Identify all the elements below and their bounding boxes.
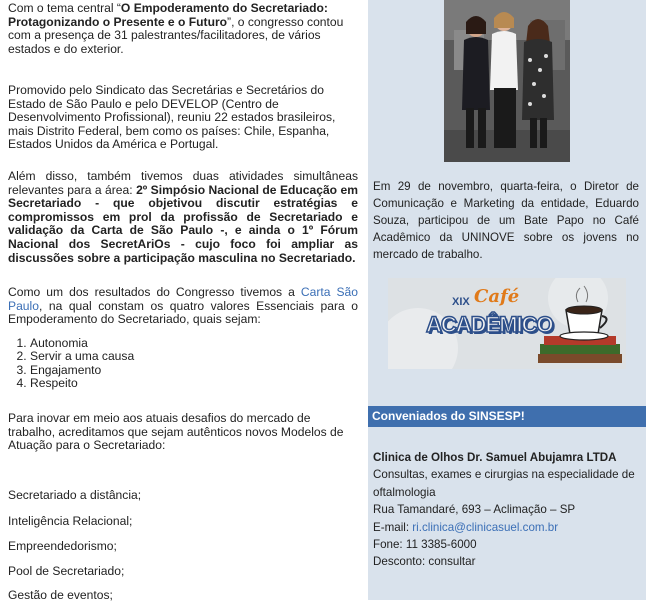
clinic-description: Consultas, exames e cirurgias na especialidade de oftalmologia [373,468,635,499]
model-item: Secretariado a distância; [8,488,142,502]
intro-paragraph [8,2,358,56]
partner-card [373,449,643,571]
list-item: 1. Autonomia [30,337,134,350]
results-text: Como um dos resultados do Congresso tivemos a [8,285,301,299]
model-item: Pool de Secretariado; [8,564,125,578]
promotion-paragraph: Promovido pelo Sindicato das Secretárias e Secretários do Estado de São Paulo e pelo DEVELOP (Centro de Desenvolvimento Profissional), reuniu 22 estados brasileiros, mais Distrito Federal, bem como os países: Chile, Espanha, Estados Unidos da América e Portugal. [8,83,336,152]
banner-cafe: Café [474,286,520,307]
banner-academico: ACADÊMICO [426,312,553,337]
news-paragraph: Em 29 de novembro, quarta-feira, o Diretor de Comunicação e Marketing da entidade, Eduardo Souza, participou de um Bate Papo no Café Acadêmico da UNINOVE sobre os jovens no mercado de trabalho. [373,180,639,261]
results-text-end: , na qual constam os quatro valores Essenciais para o Empoderamento do Secretariado, quais sejam: [8,298,358,327]
intro-text: Com o tema central “ [8,1,121,15]
clinic-name: Clinica de Olhos Dr. Samuel Abujamra LTDA [373,451,617,464]
list-item: 3. Engajamento [30,364,134,377]
values-list [8,337,134,391]
activities-text: Além disso, também tivemos duas atividades simultâneas relevantes para a área: [8,169,358,197]
photo-illustration [444,0,570,162]
list-item: 4. Respeito [30,377,134,390]
banner-xix: XIX [452,296,470,308]
activities-paragraph [8,170,358,265]
innovation-paragraph: Para inovar em meio aos atuais desafios do mercado de trabalho, acreditamos que sejam autênticos novos Modelos de Atuação para o Secretariado: [8,411,344,453]
cafe-academico-banner[interactable] [388,278,626,369]
clinic-address: Rua Tamandaré, 693 – Aclimação – SP [373,503,576,517]
list-item: 2. Servir a uma causa [30,350,134,363]
model-item: Inteligência Relacional; [8,514,133,528]
carta-sao-paulo-link[interactable]: Carta São Paulo [8,285,358,313]
activities-bold: 2º Simpósio Nacional de Educação em Secretariado - que objetivou discutir estratégias e compromissos em prol da profissão de Secretariado e validação da Carta de São Paulo -, e ainda o 1º Fórum Nacional dos SecretAriOs - cujo foco foi ampliar as discussões sobre a participação masculina no Secretariado. [8,182,358,265]
intro-text-end: ”, o congresso contou com a presença de 31 palestrantes/facilitadores, de vários estados e do exterior. [8,14,344,56]
sidebar [368,0,646,600]
partners-section-header [368,406,646,427]
model-item: Empreendedorismo; [8,539,117,553]
email-label: E-mail: [373,520,413,534]
results-paragraph [8,286,358,327]
clinic-email-link[interactable]: ri.clinica@clinicasuel.com.br [412,520,559,534]
model-item: Gestão de eventos; [8,588,113,602]
clinic-discount: Desconto: consultar [373,555,476,569]
clinic-phone: Fone: 11 3385-6000 [373,538,477,552]
clinic-email-row [373,519,643,536]
partners-title: Conveniados do SINSESP! [372,409,525,423]
congress-theme: O Empoderamento do Secretariado: Protagonizando o Presente e o Futuro [8,1,328,29]
event-photo [444,0,570,162]
